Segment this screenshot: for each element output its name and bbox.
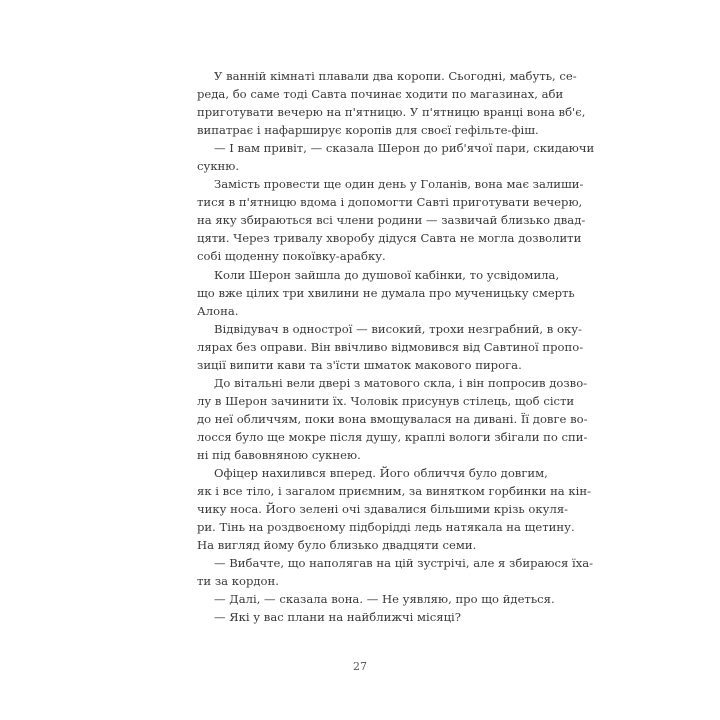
text-line: лу в Шерон зачинити їх. Чоловік присунув стілець, щоб сісти xyxy=(197,393,575,408)
text-line: лярах без оправи. Він ввічливо відмовився від Савтиної пропо- xyxy=(197,339,584,354)
text-line: До вітальні вели двері з матового скла, і він попросив дозво- xyxy=(214,375,588,390)
text-line: Алона. xyxy=(197,303,239,318)
text-line: Відвідувач в однострої — високий, трохи незграбний, в оку- xyxy=(214,321,582,336)
text-line: — Далі, — сказала вона. — Не уявляю, про що йдеться. xyxy=(214,592,555,607)
text-line: — Вибачте, що наполягав на цій зустрічі, але я збираюся їха- xyxy=(214,556,594,571)
text-line: що вже цілих три хвилини не думала про мученицьку смерть xyxy=(197,285,575,300)
paragraph xyxy=(197,320,584,374)
text-line: приготувати вечерю на п'ятницю. У п'ятницю вранці вона вб'є, xyxy=(197,105,586,120)
text-line: до неї обличчям, поки вона вмощувалася на дивані. Її довге во- xyxy=(197,411,588,426)
paragraph xyxy=(197,175,586,265)
text-line: ти за кордон. xyxy=(197,574,279,589)
text-line: собі щоденну покоївку-арабку. xyxy=(197,249,386,264)
text-line: на яку збираються всі члени родини — зазвичай близько двад- xyxy=(197,213,586,228)
text-line: Коли Шерон зайшла до душової кабінки, то усвідомила, xyxy=(214,267,560,282)
text-line: лосся було ще мокре після душу, краплі вологи збігали по спи- xyxy=(197,429,588,444)
text-line: ри. Тінь на роздвоєному підборідді ледь натякала на щетину. xyxy=(197,520,575,535)
paragraph xyxy=(197,266,575,320)
text-line: ні під бавовняною сукнею. xyxy=(197,447,361,462)
text-line: випатрає і нафарширує коропів для своєї гефільте-фіш. xyxy=(197,123,539,138)
paragraph xyxy=(197,590,555,608)
text-line: сукню. xyxy=(197,159,240,174)
paragraph xyxy=(197,608,524,626)
text-line: Замість провести ще один день у Голанів, вона має залиши- xyxy=(214,177,584,192)
paragraph xyxy=(197,464,591,554)
paragraph xyxy=(197,67,586,139)
text-line: На вигляд йому було близько двадцяти семи. xyxy=(197,538,477,553)
text-line: У ванній кімнаті плавали два коропи. Сьогодні, мабуть, се- xyxy=(214,69,577,83)
paragraph xyxy=(197,554,594,590)
text-line: Офіцер нахилився вперед. Його обличчя було довгим, xyxy=(214,466,548,481)
text-line: — Які у вас плани на найближчі місяці? xyxy=(214,610,461,625)
text-line: чику носа. Його зелені очі здавалися більшими крізь окуля- xyxy=(197,502,569,517)
text-line: реда, бо саме тоді Савта починає ходити по магазинах, аби xyxy=(197,87,564,102)
paragraph xyxy=(197,139,595,175)
paragraph xyxy=(197,374,588,464)
text-line: — І вам привіт, — сказала Шерон до риб'ячої пари, скидаючи xyxy=(214,141,595,156)
text-line: цяти. Через тривалу хворобу дідуся Савта не могла дозволити xyxy=(197,231,582,246)
text-line: зиції випити кави та з'їсти шматок макового пирога. xyxy=(197,357,522,372)
text-line: тися в п'ятницю вдома і допомогти Савті приготувати вечерю, xyxy=(197,195,583,210)
page-text xyxy=(197,67,595,626)
page-number: 27 xyxy=(353,660,367,673)
text-line: як і все тіло, і загалом приємним, за винятком горбинки на кін- xyxy=(197,484,591,499)
